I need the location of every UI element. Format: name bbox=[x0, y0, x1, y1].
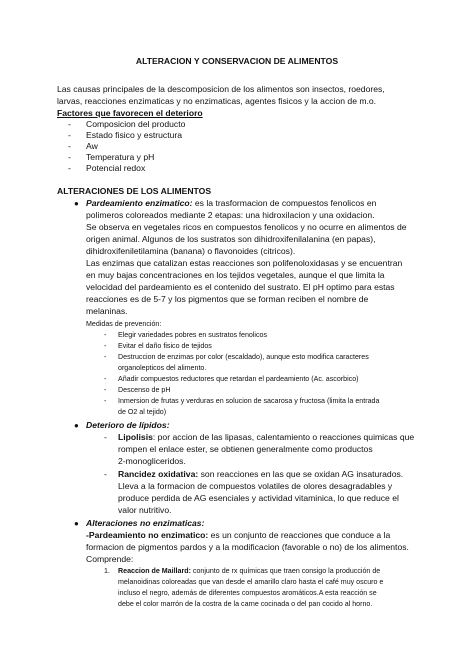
intro-line-1: Las causas principales de la descomposicion de los alimentos son insectos, roedores, bbox=[57, 84, 385, 94]
dash-marker: - bbox=[104, 342, 107, 350]
enzymatic-line: origen animal. Algunos de los sustratos son dihidroxifenilalanina (en papas), bbox=[86, 234, 376, 244]
maillard-label: Reaccion de Maillard: bbox=[118, 567, 191, 575]
dash-marker: - bbox=[104, 469, 107, 479]
dash-marker: - bbox=[104, 375, 107, 383]
enzymatic-label: Pardeamiento enzimatico: bbox=[86, 198, 193, 208]
factor-item: Estado fisico y estructura bbox=[86, 130, 183, 140]
maillard-line: melanoidinas coloreadas que van desde el amarillo claro hasta el café muy oscuro e bbox=[118, 578, 384, 586]
measures-heading: Medidas de prevención: bbox=[86, 320, 162, 328]
enzymatic-line: melaninas. bbox=[86, 306, 128, 316]
rancidez-label: Rancidez oxidativa: bbox=[118, 469, 199, 479]
non-enzymatic-line: formacion de pigmentos pardos y a la modificacion (favorable o no) de los alimentos. bbox=[86, 542, 409, 552]
enzymatic-line-1: Pardeamiento enzimatico: es la trasformacion de compuestos fenolicos en bbox=[86, 198, 377, 208]
lipolisis-label: Lipolisis bbox=[118, 432, 153, 442]
measure-item: Destruccion de enzimas por color (escaldado), aunque esto modifica caracteres bbox=[118, 353, 369, 361]
dash-marker: - bbox=[68, 163, 71, 173]
factor-item: Temperatura y pH bbox=[86, 152, 155, 162]
lipolisis-line-1: Lipolisis: por accion de las lipasas, calentamiento o reacciones quimicas que bbox=[118, 432, 415, 442]
lipolisis-line: rompen el enlace ester, se obtienen generalmente como productos bbox=[118, 444, 373, 454]
dash-marker: - bbox=[104, 386, 107, 394]
dash-marker: - bbox=[68, 130, 71, 140]
enzymatic-line: velocidad del pardeamiento es el contenido del sustrato. El pH optimo para estas bbox=[86, 282, 395, 292]
non-enzymatic-line: Comprende: bbox=[86, 554, 134, 564]
rancidez-line: produce perdida de AG esenciales y actividad vitaminica, lo que reduce el bbox=[118, 493, 399, 503]
enzymatic-line: polimeros coloreados mediante 2 etapas: una hidroxilacion y una oxidacion. bbox=[86, 210, 375, 220]
factors-heading: Factores que favorecen el deterioro bbox=[57, 108, 203, 118]
enzymatic-line: reacciones es de 5-7 y los pigmentos que se forman reciben el nombre de bbox=[86, 294, 369, 304]
document-title: ALTERACION Y CONSERVACION DE ALIMENTOS bbox=[135, 56, 339, 66]
enzymatic-line: dihidroxifeniletilamina (banana) o flavonoides (citricos). bbox=[86, 246, 296, 256]
dash-marker: - bbox=[68, 119, 71, 129]
measure-item: Descenso de pH bbox=[118, 386, 171, 394]
bullet-icon: ● bbox=[74, 199, 79, 208]
dash-marker: - bbox=[104, 353, 107, 361]
rancidez-line-1: Rancidez oxidativa: son reacciones en las que se oxidan AG insaturados. bbox=[118, 469, 404, 479]
enzymatic-line: en muy bajas concentraciones en los tejidos vegetales, aunque el que limita la bbox=[86, 270, 385, 280]
measure-item: Añadir compuestos reductores que retardan el pardeamiento (Ac. ascorbico) bbox=[118, 375, 359, 383]
dash-marker: - bbox=[68, 141, 71, 151]
rancidez-line: valor nutritivo. bbox=[118, 505, 172, 515]
measure-item: Inmersion de frutas y verduras en solucion de sacarosa y fructosa (limita la entrada bbox=[118, 397, 380, 405]
measure-item: Evitar el daño fisico de tejidos bbox=[118, 342, 212, 350]
measure-item: Elegir variedades pobres en sustratos fenolicos bbox=[118, 331, 268, 339]
lipids-label: Deterioro de lípidos: bbox=[86, 420, 170, 430]
lipolisis-line: 2-monogliceridos. bbox=[118, 456, 186, 466]
enzymatic-line: Las enzimas que catalizan estas reacciones son polifenoloxidasas y se encuentran bbox=[86, 258, 403, 268]
non-enzymatic-line-1: -Pardeamiento no enzimatico: es un conjunto de reacciones que conduce a la bbox=[86, 530, 391, 540]
dash-marker: - bbox=[104, 432, 107, 442]
factor-item: Potencial redox bbox=[86, 163, 146, 173]
dash-marker: - bbox=[104, 397, 107, 405]
dash-marker: - bbox=[68, 152, 71, 162]
non-enzymatic-sub-label: -Pardeamiento no enzimatico: bbox=[86, 530, 209, 540]
maillard-number: 1. bbox=[104, 567, 110, 575]
measure-item-cont: de O2 al tejido) bbox=[118, 408, 167, 416]
intro-line-2: larvas, reacciones enzimaticas y no enzimaticas, agentes fisicos y la accion de m.o. bbox=[57, 96, 377, 106]
maillard-line-1: Reaccion de Maillard: conjunto de rx químicas que traen consigo la producción de bbox=[118, 567, 381, 575]
section-heading: ALTERACIONES DE LOS ALIMENTOS bbox=[57, 186, 212, 196]
enzymatic-line: Se observa en vegetales ricos en compuestos fenolicos y no ocurre en alimentos de bbox=[86, 222, 407, 232]
bullet-icon: ● bbox=[74, 519, 79, 528]
factor-item: Aw bbox=[86, 141, 98, 151]
dash-marker: - bbox=[104, 331, 107, 339]
rancidez-line: Lleva a la formacion de compuestos volatiles de olores desagradables y bbox=[118, 481, 393, 491]
factor-item: Composicion del producto bbox=[86, 119, 186, 129]
maillard-line: incluso el negro, además de diferentes compuestos aromáticos.A esta reacción se bbox=[118, 589, 377, 597]
measure-item-cont: organolepticos del alimento. bbox=[118, 364, 207, 372]
bullet-icon: ● bbox=[74, 421, 79, 430]
maillard-line: debe el color marrón de la costra de la carne cocinada o del pan cocido al horno. bbox=[118, 600, 373, 608]
non-enzymatic-label: Alteraciones no enzimaticas: bbox=[86, 518, 205, 528]
